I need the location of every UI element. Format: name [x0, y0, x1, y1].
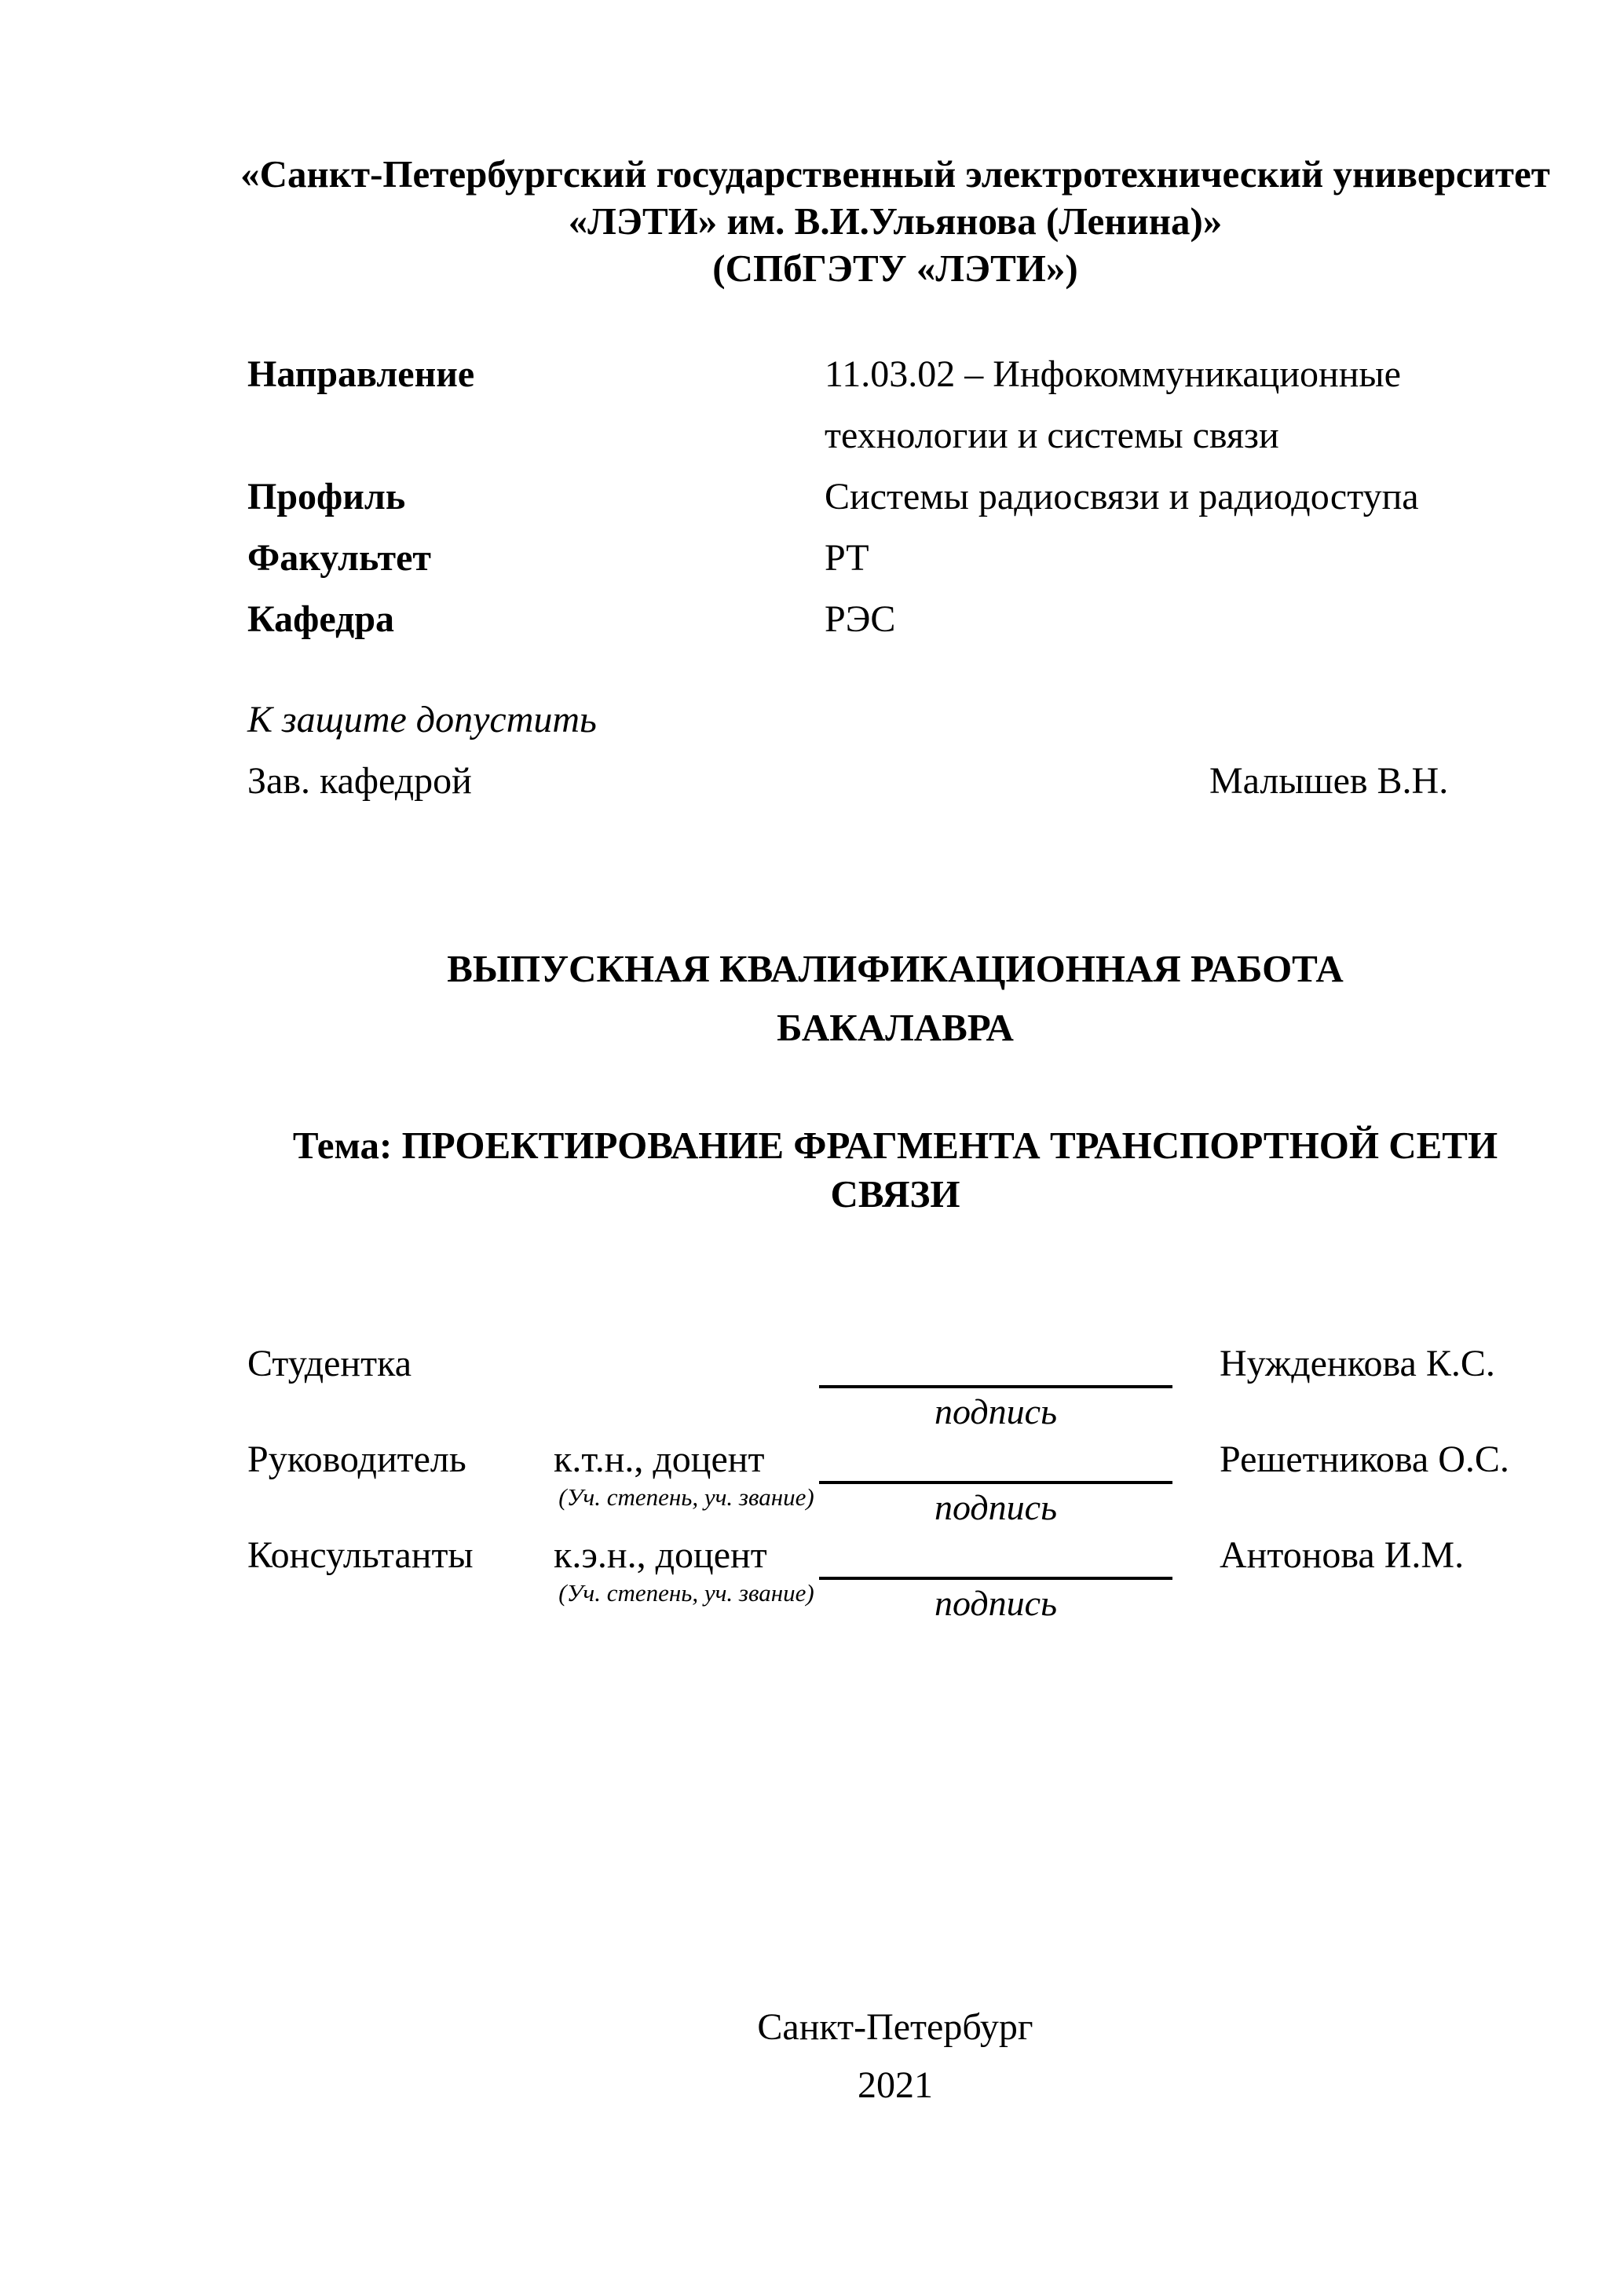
direction-label-empty [247, 405, 825, 466]
field-row-department [247, 589, 1559, 650]
signatures-block [247, 1340, 1582, 1627]
profile-value: Системы радиосвязи и радиодоступа [825, 476, 1419, 517]
student-signature-caption: подпись [934, 1391, 1057, 1431]
university-abbreviation: (СПбГЭТУ «ЛЭТИ») [712, 247, 1078, 290]
admission-row [247, 751, 1559, 812]
faculty-label: Факультет [247, 537, 431, 579]
student-signature-line [819, 1340, 1172, 1388]
topic-title [232, 1121, 1559, 1219]
supervisor-degree: к.т.н., доцент [554, 1439, 765, 1480]
topic-line2: СВЯЗИ [830, 1172, 960, 1216]
topic-line1: Тема: ПРОЕКТИРОВАНИЕ ФРАГМЕНТА ТРАНСПОРТНОЙ СЕТИ [292, 1124, 1498, 1167]
city-label: Санкт-Петербург [757, 2006, 1033, 2048]
work-type-line1: ВЫПУСКНАЯ КВАЛИФИКАЦИОННАЯ РАБОТА [447, 947, 1344, 990]
field-row-direction-cont [247, 405, 1559, 466]
department-head-label: Зав. кафедрой [247, 760, 472, 802]
department-head-name: Малышев В.Н. [1209, 760, 1449, 802]
supervisor-name: Решетникова О.С. [1220, 1439, 1509, 1480]
program-fields [247, 344, 1559, 650]
field-row-profile [247, 466, 1559, 528]
supervisor-signature-caption: подпись [934, 1487, 1057, 1527]
university-name-line2: «ЛЭТИ» им. В.И.Ульянова (Ленина)» [568, 199, 1223, 243]
university-header [232, 151, 1559, 292]
supervisor-degree-cell [554, 1435, 819, 1528]
consultant-degree-note: (Уч. степень, уч. звание) [558, 1579, 814, 1607]
supervisor-signature-line [819, 1435, 1172, 1484]
direction-value-line1: 11.03.02 – Инфокоммуникационные [825, 353, 1401, 395]
field-row-faculty [247, 528, 1559, 589]
supervisor-signature-cell [819, 1435, 1172, 1528]
student-degree-cell [554, 1340, 819, 1432]
footer-block [232, 1998, 1559, 2115]
year-label: 2021 [858, 2064, 933, 2106]
consultant-role-label: Консультанты [247, 1534, 474, 1576]
consultant-signature-cell [819, 1531, 1172, 1624]
department-value: РЭС [825, 598, 896, 640]
faculty-value: РТ [825, 537, 869, 579]
work-type-line2: БАКАЛАВРА [777, 1006, 1014, 1049]
consultant-name: Антонова И.М. [1220, 1534, 1465, 1576]
signature-row-student [247, 1340, 1582, 1432]
field-row-direction [247, 344, 1559, 405]
student-signature-cell [819, 1340, 1172, 1432]
supervisor-role-label: Руководитель [247, 1439, 466, 1480]
consultant-signature-caption: подпись [934, 1583, 1057, 1623]
student-role-label: Студентка [247, 1343, 411, 1384]
student-name: Нужденкова К.С. [1220, 1343, 1495, 1384]
direction-label: Направление [247, 353, 475, 395]
consultant-signature-line [819, 1531, 1172, 1580]
department-label: Кафедра [247, 598, 395, 640]
supervisor-degree-note: (Уч. степень, уч. звание) [558, 1483, 814, 1511]
signature-row-supervisor [247, 1435, 1582, 1528]
direction-value-line2: технологии и системы связи [825, 415, 1279, 456]
consultant-degree: к.э.н., доцент [554, 1534, 767, 1576]
profile-label: Профиль [247, 476, 406, 517]
admission-note: К защите допустить [247, 699, 597, 740]
consultant-degree-cell [554, 1531, 819, 1624]
signature-row-consultant [247, 1531, 1582, 1624]
university-name-line1: «Санкт-Петербургский государственный электротехнический университет [240, 152, 1550, 196]
admission-block [247, 689, 1559, 812]
work-type-title [232, 939, 1559, 1057]
